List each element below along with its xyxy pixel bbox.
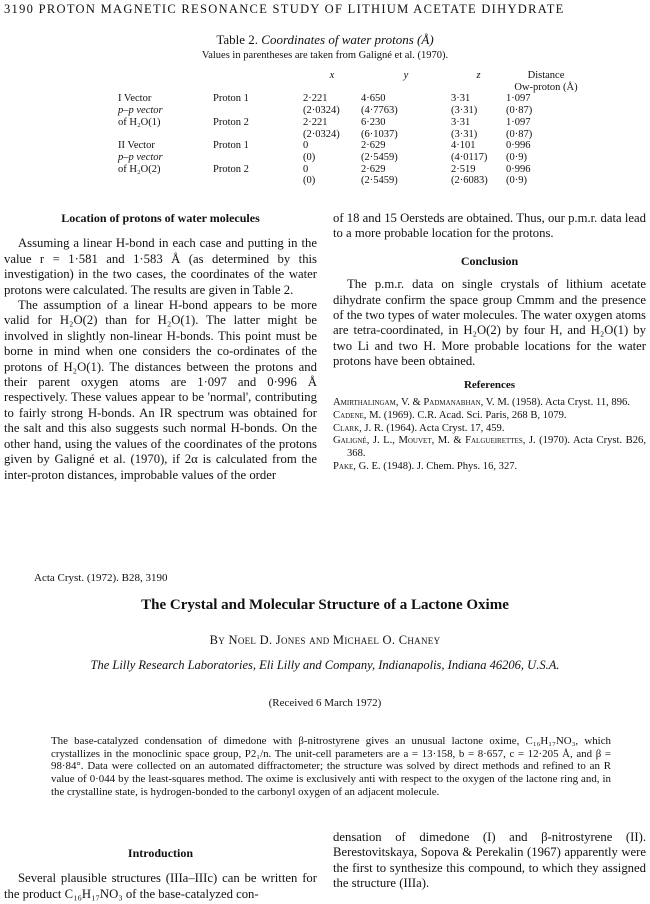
table-cell-d: 0·996 (506, 140, 531, 152)
reference-item (333, 423, 646, 436)
reference-item (333, 461, 646, 474)
reference-source: J. Chem. Phys. 16, 327. (416, 461, 518, 473)
header-z: z (476, 70, 481, 81)
reference-source: Acta Cryst. 11, 896. (545, 397, 630, 409)
reference-authors: Pake, G. E. (1948). (333, 461, 415, 473)
running-header: 3190 PROTON MAGNETIC RESONANCE STUDY OF LITHIUM ACETATE DIHYDRATE (4, 2, 565, 16)
article-affiliation: The Lilly Research Laboratories, Eli Lilly and Company, Indianapolis, Indiana 46206, U.S.A. (90, 658, 560, 672)
left-column (4, 211, 317, 483)
table-cell-label: of H₂O(1) (118, 116, 161, 128)
abstract: The base-catalyzed condensation of dimedone with β-nitrostyrene gives an unusual lactone oxime, C₁₆H₁₇NO₃, which crystallizes in the monoclinic space group, P2₁/n. The unit-cell parameters are a = 13·158, b = 8·657, c = 12·205 Å, and β = 98·84°. Data were collected on an automated diffractometer; the structure was solved by direct methods and refined to an R value of 0·044 by the least-squares method. The oxime is exclusively anti with respect to the oxygen of the lactone ring and, in the crystalline state, is hydrogen-bonded to the carbonyl oxygen of an adjacent molecule. (51, 735, 611, 798)
table-cell-d: 0·996 (506, 163, 531, 175)
table-cell-x: (2·0324) (303, 105, 340, 117)
table-cell-y: 4·650 (361, 93, 386, 105)
table-cell-x: 0 (303, 140, 309, 152)
paragraph: The assumption of a linear H-bond appears to be more valid for H₂O(2) than for H₂O(1). The latter might be involved in slightly non-linear H-bonds. This point must be borne in mind when one considers the co-ordinates of the protons of H₂O(1). The distances between the protons and their parent oxygen atoms are 1·097 and 0·996 Å respectively. These values appear to be 'normal', contributing to fairly strong H-bonds. An IR spectrum was obtained for the salt and this also suggests such normal H-bonds. On the other hand, using the values of the coordinates of the protons given by Galigné et al. (1970), if 2α is calculated from the inter-proton distances, improbable values of the order (4, 298, 317, 482)
right-column (333, 211, 646, 474)
reference-authors: Cadene, M. (1969). (333, 409, 415, 421)
table-caption-title: Coordinates of water protons (Å) (261, 32, 434, 47)
reference-authors: Amirthalingam, V. & Padmanabhan, V. M. (1958). (333, 397, 543, 409)
reference-source: Acta Cryst. B26, 368. (347, 435, 646, 460)
table-cell-z: (3·31) (451, 128, 478, 140)
table-cell-d: (0·9) (506, 151, 527, 163)
header-x: x (329, 70, 335, 81)
table-cell-z: 3·31 (451, 116, 471, 128)
table-note: Values in parentheses are taken from Galigné et al. (1970). (201, 50, 449, 61)
table-cell-proton: Proton 1 (213, 140, 249, 152)
table-cell-z: 4·101 (451, 140, 476, 152)
intro-left-column (4, 846, 317, 902)
paragraph: The p.m.r. data on single crystals of lithium acetate dihydrate confirm the space group Cmmm and the presence of the two types of water molecules. The water oxygen atoms are tetra-coordinated, in H₂O(2) by four H, and H₂O(1) by two Li and two H. More probable locations for the water protons have been obtained. (333, 277, 646, 369)
reference-source: C.R. Acad. Sci. Paris, 268 B, 1079. (417, 409, 567, 421)
table-caption (0, 32, 650, 48)
table-row (118, 164, 586, 176)
table-row (118, 105, 586, 117)
reference-authors: Galigné, J. L., Mouvet, M. & Falgueirettes, J. (1970). (333, 435, 571, 447)
header-distance-line1: Distance (527, 70, 565, 81)
paragraph-continuation: of 18 and 15 Oersteds are obtained. Thus, our p.m.r. data lead to a more probable location for the protons. (333, 211, 646, 241)
table-cell-proton (213, 129, 303, 141)
paragraph: Several plausible structures (IIIa–IIIc) can be written for the product C₁₆H₁₇NO₃ of the base-catalyzed con- (4, 871, 317, 901)
table-cell-d: (0·87) (506, 128, 533, 140)
intro-right-column (333, 830, 646, 892)
table-row (118, 117, 586, 129)
table-cell-z: 2·519 (451, 163, 476, 175)
table-cell-d: 1·097 (506, 93, 531, 105)
table-row (118, 93, 586, 105)
table-cell-d: (0·9) (506, 175, 527, 187)
section-heading-conclusion: Conclusion (460, 253, 519, 268)
section-heading-references: References (463, 378, 516, 391)
table-cell-x: 2·221 (303, 116, 328, 128)
table-row (118, 175, 586, 187)
reference-authors: Clark, J. R. (1964). (333, 422, 418, 434)
table-cell-label: of H₂O(2) (118, 163, 161, 175)
table-cell-x: (0) (303, 151, 316, 163)
table-cell-y: 6·230 (361, 116, 386, 128)
table-header-row (118, 70, 586, 93)
table-cell-z: (2·6083) (451, 175, 488, 187)
table-cell-y: 2·629 (361, 140, 386, 152)
table-cell-y: (4·7763) (361, 105, 398, 117)
coordinates-table (118, 70, 586, 187)
table-cell-y: (6·1037) (361, 128, 398, 140)
table-cell-x: 2·221 (303, 93, 328, 105)
table-cell-label: p–p vector (118, 105, 163, 117)
table-caption-label: Table 2. (216, 32, 259, 47)
table-cell-z: 3·31 (451, 93, 471, 105)
section-heading-introduction: Introduction (127, 846, 194, 860)
paragraph: densation of dimedone (I) and β-nitrostyrene (II). Berestovitskaya, Sopova & Perekalin (1967) apparently were the first to synthesize this compound, to which they assigned the structure (IIIa). (333, 830, 646, 891)
paragraph: Assuming a linear H-bond in each case and putting in the value r = 1·581 and 1·583 Å (as determined by this investigation) in the two cases, the coordinates of the water protons were calculated. The results are given in Table 2. (4, 236, 317, 297)
table-cell-z: (3·31) (451, 105, 478, 117)
article-title: The Crystal and Molecular Structure of a Lactone Oxime (141, 597, 509, 613)
table-cell-y: (2·5459) (361, 151, 398, 163)
table-cell-label (118, 175, 213, 187)
table-row (118, 152, 586, 164)
reference-item (333, 410, 646, 423)
journal-citation: Acta Cryst. (1972). B28, 3190 (34, 572, 168, 584)
table-cell-proton (213, 152, 303, 164)
table-cell-label: I Vector (118, 93, 152, 105)
table-cell-y: (2·5459) (361, 175, 398, 187)
article-authors: By Noel D. Jones and Michael O. Chaney (209, 633, 441, 647)
section-heading-location: Location of protons of water molecules (61, 211, 260, 225)
table-cell-label (118, 129, 213, 141)
reference-source: Acta Cryst. 17, 459. (419, 422, 505, 434)
table-cell-label: p–p vector (118, 151, 163, 163)
table-row (118, 129, 586, 141)
reference-item (333, 397, 646, 410)
table-cell-d: 1·097 (506, 116, 531, 128)
table-row (118, 140, 586, 152)
table-cell-x: (0) (303, 175, 316, 187)
table-cell-proton (213, 175, 303, 187)
table-cell-z: (4·0117) (451, 151, 488, 163)
table-cell-proton: Proton 1 (213, 93, 249, 105)
header-distance-line2: Ow-proton (Å) (514, 81, 578, 93)
received-date: (Received 6 March 1972) (268, 697, 382, 709)
table-cell-x: 0 (303, 163, 309, 175)
table-cell-proton: Proton 2 (213, 116, 249, 128)
reference-list (333, 397, 646, 474)
header-y: y (403, 70, 409, 81)
table-cell-x: (2·0324) (303, 128, 340, 140)
table-cell-d: (0·87) (506, 105, 533, 117)
table-cell-proton (213, 105, 303, 117)
table-cell-proton: Proton 2 (213, 163, 249, 175)
table-cell-label: II Vector (118, 140, 155, 152)
table-cell-y: 2·629 (361, 163, 386, 175)
reference-item (333, 435, 646, 461)
